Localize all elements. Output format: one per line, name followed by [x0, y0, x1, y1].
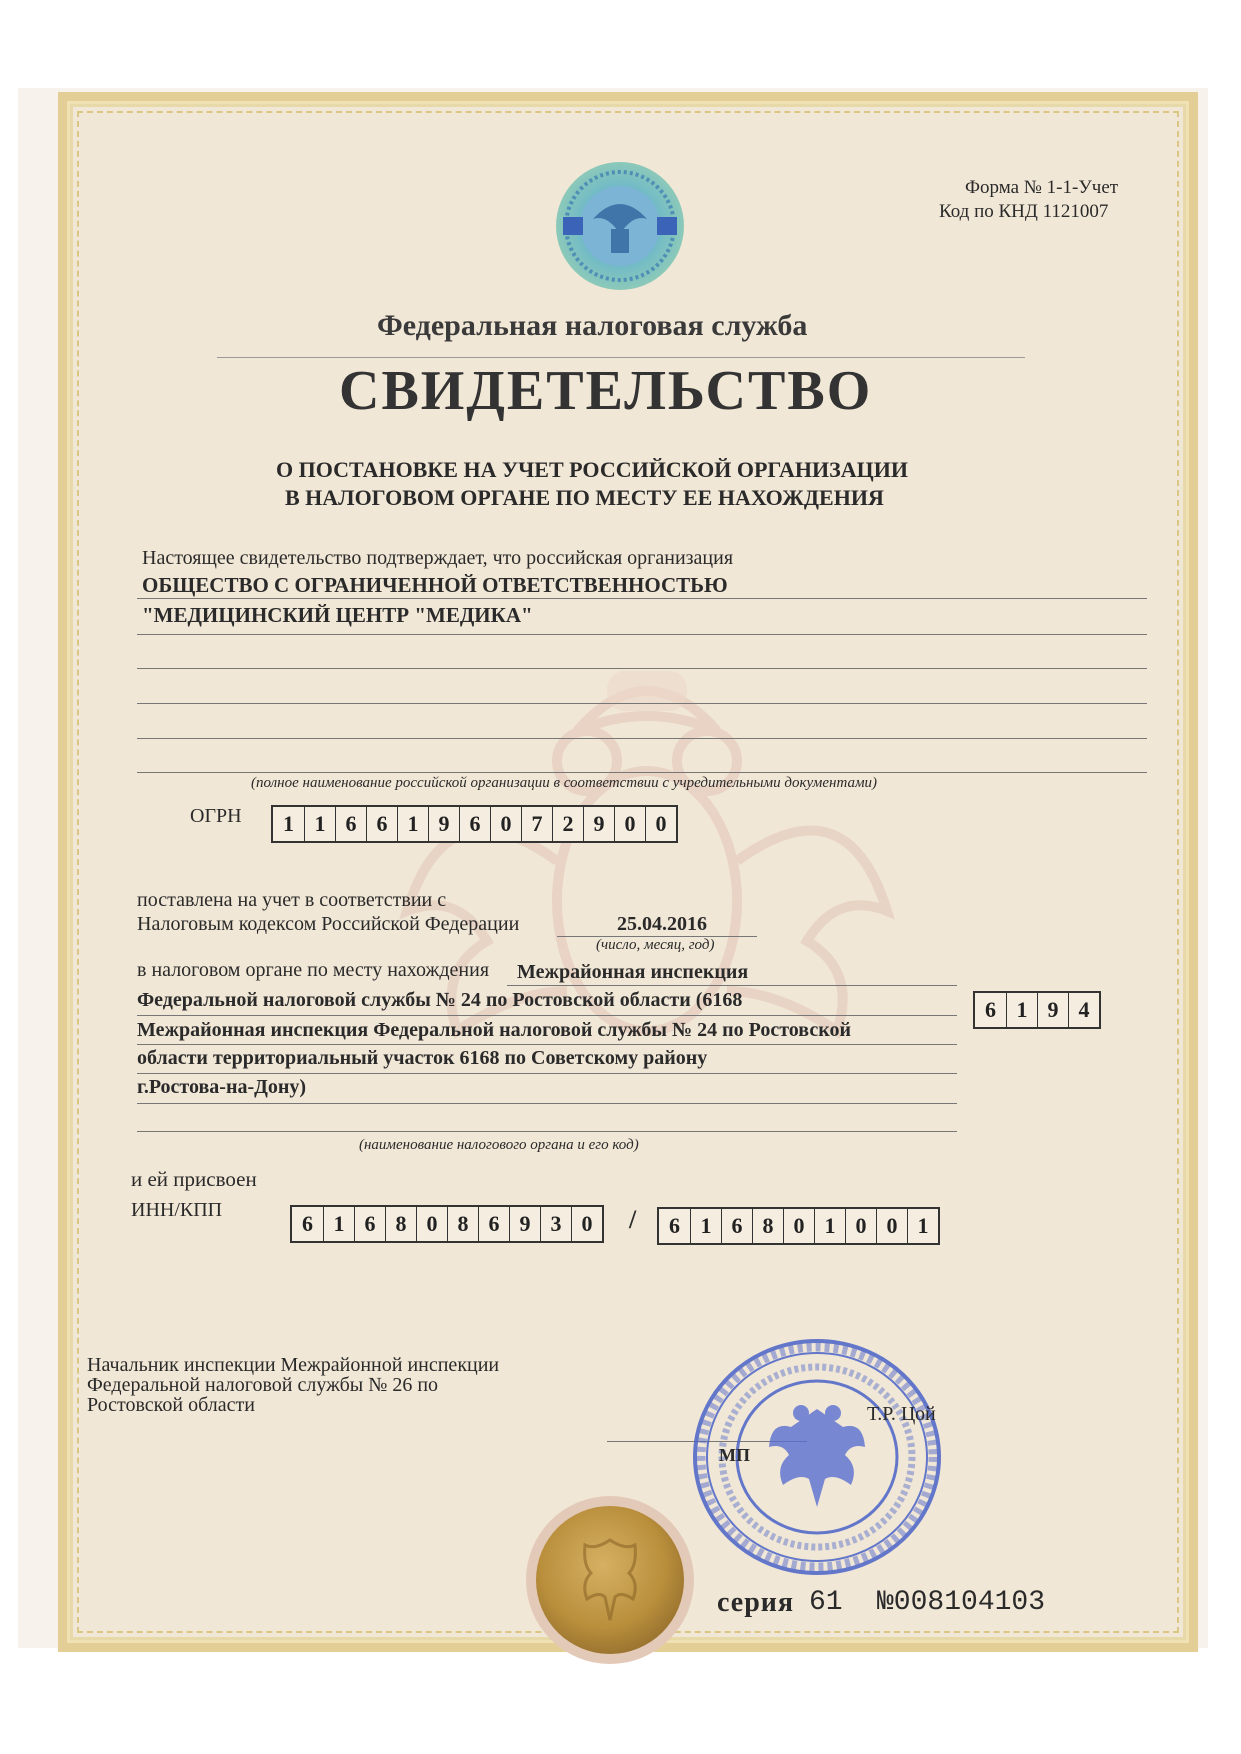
form-number: Форма № 1-1-Учет	[965, 177, 1119, 198]
org-name-line-2: "МЕДИЦИНСКИЙ ЦЕНТР "МЕДИКА"	[142, 603, 533, 627]
ogrn-digit: 0	[645, 807, 676, 841]
assigned-text: и ей присвоен	[131, 1167, 257, 1191]
org-caption: (полное наименование российской организации в соответствии с учредительными документами)	[251, 775, 878, 791]
signatory-name: Т.Р. Цой	[867, 1403, 936, 1425]
signatory-line-1: Начальник инспекции Межрайонной инспекции	[87, 1354, 500, 1376]
certificate	[58, 92, 1198, 1652]
kpp-digit: 8	[752, 1209, 783, 1243]
registered-line-2: Налоговым кодексом Российской Федерации	[137, 913, 520, 935]
ogrn-digit: 1	[304, 807, 335, 841]
ogrn-digit: 9	[428, 807, 459, 841]
tax-code-digit: 1	[1006, 993, 1037, 1027]
subtitle-line-2: В НАЛОГОВОМ ОРГАНЕ ПО МЕСТУ ЕЕ НАХОЖДЕНИЯ	[285, 485, 884, 510]
ogrn-digit: 0	[614, 807, 645, 841]
kpp-digit: 6	[721, 1209, 752, 1243]
inn-digit: 3	[540, 1207, 571, 1241]
tax-org-rule	[137, 1103, 957, 1104]
inn-digit: 0	[416, 1207, 447, 1241]
signatory-line-3: Ростовской области	[87, 1394, 255, 1416]
inn-digit: 6	[354, 1207, 385, 1241]
ogrn-cells	[271, 805, 678, 843]
org-line-rule	[137, 634, 1147, 635]
tax-org-rule	[137, 1044, 957, 1045]
hologram-emblem-icon	[553, 159, 687, 293]
inn-digit: 6	[478, 1207, 509, 1241]
series-label: серия	[717, 1587, 795, 1618]
ogrn-digit: 0	[490, 807, 521, 841]
signatory-line-2: Федеральной налоговой службы № 26 по	[87, 1374, 439, 1396]
ogrn-digit: 6	[366, 807, 397, 841]
tax-org-prefix: в налоговом органе по месту нахождения	[137, 959, 490, 981]
tax-org-rule	[507, 985, 957, 986]
tax-org-line-1: Межрайонная инспекция	[517, 961, 749, 983]
gold-seal-icon	[525, 1495, 695, 1665]
kpp-digit: 1	[907, 1209, 938, 1243]
inn-digit: 9	[509, 1207, 540, 1241]
tax-code-digit: 6	[985, 997, 996, 1022]
registration-date: 25.04.2016	[617, 913, 707, 935]
tax-org-line-3: Межрайонная инспекция Федеральной налоговой службы № 24 по Ростовской	[137, 1019, 852, 1041]
kpp-digit: 6	[669, 1213, 680, 1238]
kpp-cells	[657, 1207, 940, 1245]
org-line-rule	[137, 703, 1147, 704]
series-value: 61	[809, 1587, 843, 1618]
org-name-line-1: ОБЩЕСТВО С ОГРАНИЧЕННОЙ ОТВЕТСТВЕННОСТЬЮ	[142, 573, 728, 597]
ogrn-digit: 6	[459, 807, 490, 841]
tax-org-rule	[137, 1015, 957, 1016]
ogrn-digit: 1	[283, 811, 294, 836]
service-name: Федеральная налоговая служба	[377, 309, 808, 342]
tax-code-cells	[973, 991, 1101, 1029]
header-divider	[217, 357, 1025, 358]
kpp-digit: 0	[783, 1209, 814, 1243]
inn-digit: 0	[571, 1207, 602, 1241]
kpp-digit: 0	[845, 1209, 876, 1243]
ogrn-label: ОГРН	[190, 805, 242, 827]
ogrn-digit: 1	[397, 807, 428, 841]
tax-org-caption: (наименование налогового органа и его код)	[359, 1137, 639, 1153]
date-caption: (число, месяц, год)	[596, 937, 715, 953]
document-title: СВИДЕТЕЛЬСТВО	[339, 360, 873, 422]
series-number: №008104103	[877, 1587, 1046, 1618]
inn-digit: 8	[447, 1207, 478, 1241]
kpp-digit: 1	[814, 1209, 845, 1243]
subtitle-line-1: О ПОСТАНОВКЕ НА УЧЕТ РОССИЙСКОЙ ОРГАНИЗАЦИИ	[276, 457, 908, 482]
knd-code: Код по КНД 1121007	[939, 201, 1109, 222]
inn-digit: 8	[385, 1207, 416, 1241]
kpp-digit: 0	[876, 1209, 907, 1243]
registered-line-1: поставлена на учет в соответствии с	[137, 889, 447, 911]
tax-code-digit: 4	[1068, 993, 1099, 1027]
tax-code-digit: 9	[1037, 993, 1068, 1027]
ogrn-digit: 6	[335, 807, 366, 841]
org-line-rule	[137, 772, 1147, 773]
ogrn-digit: 9	[583, 807, 614, 841]
inn-digit: 6	[302, 1211, 313, 1236]
tax-org-rule	[137, 1073, 957, 1074]
org-line-rule	[137, 738, 1147, 739]
inn-kpp-slash: /	[629, 1205, 637, 1234]
org-line-rule	[137, 668, 1147, 669]
tax-org-line-4: области территориальный участок 6168 по Советскому району	[137, 1047, 708, 1069]
tax-org-line-2: Федеральной налоговой службы № 24 по Ростовской области (6168	[137, 989, 743, 1011]
inn-digit: 1	[323, 1207, 354, 1241]
ogrn-digit: 7	[521, 807, 552, 841]
tax-org-line-5: г.Ростова-на-Дону)	[137, 1076, 307, 1098]
tax-org-rule	[137, 1131, 957, 1132]
mp-label: МП	[719, 1445, 750, 1465]
ogrn-digit: 2	[552, 807, 583, 841]
org-line-rule	[137, 598, 1147, 599]
kpp-digit: 1	[690, 1209, 721, 1243]
intro-text: Настоящее свидетельство подтверждает, что российская организация	[142, 547, 734, 569]
inn-cells	[290, 1205, 604, 1243]
inn-kpp-label: ИНН/КПП	[131, 1199, 223, 1221]
